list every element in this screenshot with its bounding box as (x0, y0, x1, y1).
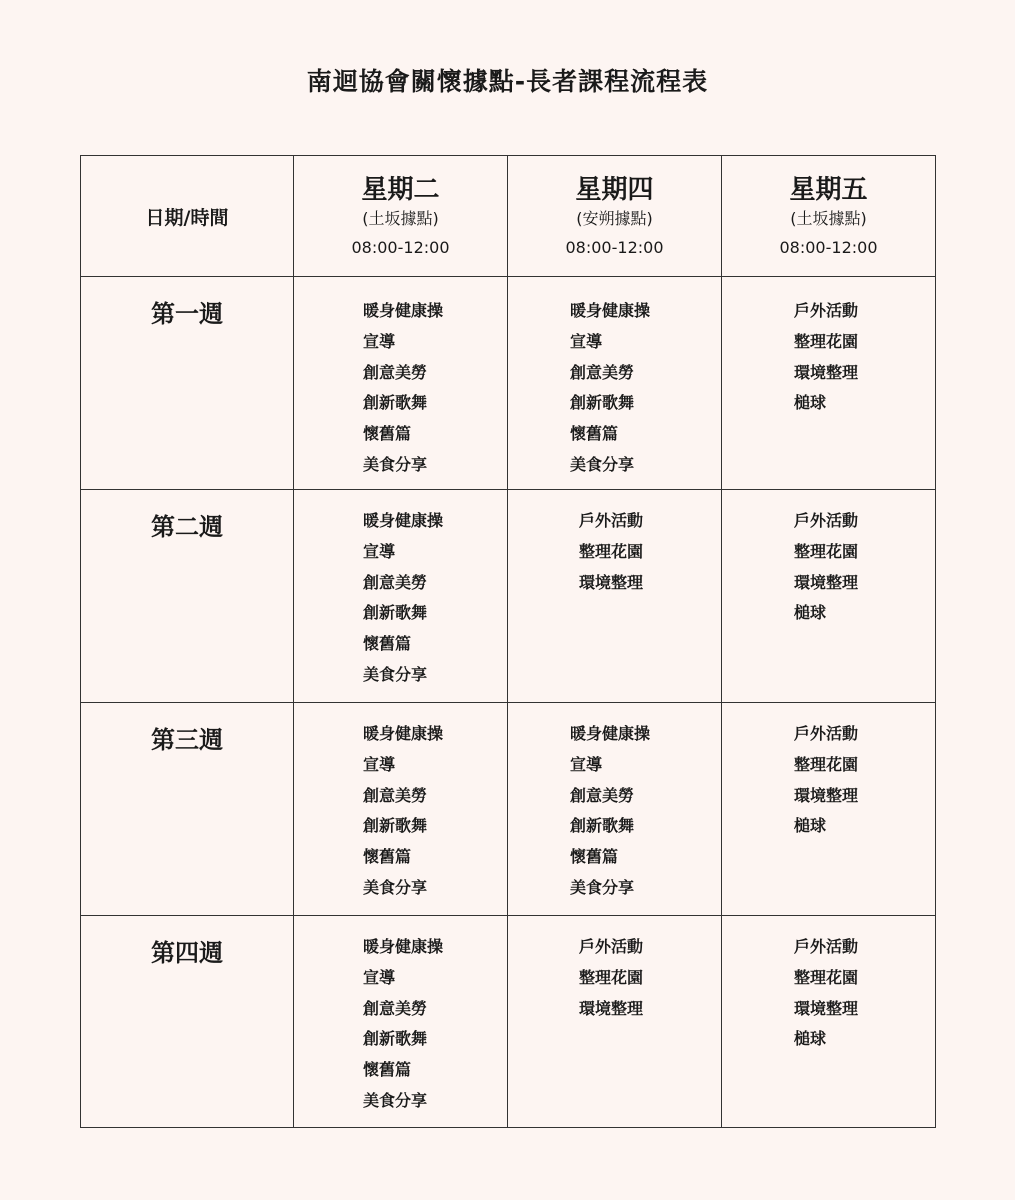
activity-item: 環境整理 (579, 998, 644, 1018)
activity-item: 美食分享 (570, 454, 635, 474)
activity-item: 創新歌舞 (363, 603, 428, 623)
activity-cell-fri (722, 277, 936, 490)
activity-item: 宣導 (363, 967, 396, 987)
activity-cell-thu (508, 277, 722, 490)
activity-item: 懷舊篇 (570, 847, 619, 867)
activity-item: 宣導 (363, 754, 396, 774)
activity-item: 槌球 (794, 603, 827, 623)
day-location: (安朔據點) (576, 209, 653, 228)
activity-item: 整理花園 (794, 541, 859, 561)
activity-item: 暖身健康操 (570, 301, 651, 320)
week-label: 第三週 (151, 726, 223, 754)
activity-item: 懷舊篇 (363, 634, 412, 654)
activity-item: 整理花園 (579, 967, 644, 987)
activity-item: 宣導 (570, 331, 603, 351)
activity-item: 美食分享 (363, 664, 428, 684)
activity-cell-fri (722, 703, 936, 916)
activity-item: 懷舊篇 (363, 847, 412, 867)
activity-item: 美食分享 (363, 1090, 428, 1110)
activity-cell-thu (508, 703, 722, 916)
activity-item: 暖身健康操 (570, 724, 651, 743)
activity-item: 創意美勞 (570, 362, 635, 382)
activity-list (508, 936, 721, 1028)
activity-item: 宣導 (363, 541, 396, 561)
activity-item: 美食分享 (570, 877, 635, 897)
activity-cell-fri (722, 916, 936, 1128)
activity-item: 宣導 (570, 754, 603, 774)
week-row (81, 916, 936, 1128)
activity-item: 戶外活動 (579, 937, 644, 956)
activity-item: 暖身健康操 (363, 937, 444, 956)
day-header-tuesday (294, 156, 508, 277)
activity-item: 環境整理 (579, 572, 644, 592)
activity-item: 暖身健康操 (363, 511, 444, 530)
header-row (81, 156, 936, 277)
activity-item: 創新歌舞 (363, 816, 428, 836)
activity-cell-tue (294, 277, 508, 490)
day-location: (土坂據點) (362, 209, 439, 228)
activity-item: 環境整理 (794, 572, 859, 592)
activity-list (508, 723, 721, 908)
activity-item: 整理花園 (794, 331, 859, 351)
activity-item: 戶外活動 (794, 724, 859, 743)
activity-item: 整理花園 (794, 967, 859, 987)
activity-item: 戶外活動 (794, 937, 859, 956)
activity-item: 創意美勞 (363, 572, 428, 592)
week-label: 第一週 (151, 300, 223, 328)
schedule-table (80, 155, 936, 1128)
activity-cell-tue (294, 703, 508, 916)
activity-item: 創意美勞 (570, 785, 635, 805)
day-location: (土坂據點) (790, 209, 867, 228)
activity-list (294, 723, 507, 908)
week-row (81, 490, 936, 703)
activity-item: 環境整理 (794, 998, 859, 1018)
week-label-cell (81, 916, 294, 1128)
activity-item: 創新歌舞 (363, 393, 428, 413)
activity-item: 暖身健康操 (363, 724, 444, 743)
activity-item: 暖身健康操 (363, 301, 444, 320)
activity-list (722, 300, 935, 423)
activity-list (294, 300, 507, 485)
activity-item: 美食分享 (363, 454, 428, 474)
activity-list (722, 723, 935, 846)
activity-item: 整理花園 (794, 754, 859, 774)
activity-item: 懷舊篇 (570, 424, 619, 444)
day-time: 08:00-12:00 (565, 238, 664, 257)
day-header-thursday (508, 156, 722, 277)
day-header-friday (722, 156, 936, 277)
week-label: 第四週 (151, 939, 223, 967)
week-row (81, 703, 936, 916)
activity-cell-thu (508, 490, 722, 703)
activity-item: 創意美勞 (363, 785, 428, 805)
day-name: 星期五 (789, 175, 868, 205)
activity-list (294, 510, 507, 695)
activity-item: 創新歌舞 (570, 393, 635, 413)
week-label-cell (81, 703, 294, 916)
activity-item: 戶外活動 (794, 301, 859, 320)
page-title: 南迴協會關懷據點-長者課程流程表 (306, 67, 709, 96)
activity-item: 宣導 (363, 331, 396, 351)
activity-cell-fri (722, 490, 936, 703)
activity-item: 槌球 (794, 393, 827, 413)
week-label: 第二週 (151, 513, 223, 541)
activity-item: 懷舊篇 (363, 424, 412, 444)
day-time: 08:00-12:00 (779, 238, 878, 257)
activity-item: 戶外活動 (794, 511, 859, 530)
day-name: 星期四 (575, 175, 654, 205)
activity-item: 環境整理 (794, 362, 859, 382)
week-label-cell (81, 277, 294, 490)
activity-item: 環境整理 (794, 785, 859, 805)
activity-cell-tue (294, 916, 508, 1128)
activity-item: 創意美勞 (363, 998, 428, 1018)
activity-item: 創新歌舞 (570, 816, 635, 836)
day-name: 星期二 (361, 175, 440, 205)
activity-cell-tue (294, 490, 508, 703)
activity-list (722, 510, 935, 633)
week-row (81, 277, 936, 490)
activity-list (508, 510, 721, 602)
activity-item: 整理花園 (579, 541, 644, 561)
activity-list (508, 300, 721, 485)
activity-item: 戶外活動 (579, 511, 644, 530)
activity-item: 槌球 (794, 1029, 827, 1049)
day-time: 08:00-12:00 (351, 238, 450, 257)
activity-item: 創新歌舞 (363, 1029, 428, 1049)
activity-item: 美食分享 (363, 877, 428, 897)
activity-list (294, 936, 507, 1121)
corner-header: 日期/時間 (81, 156, 294, 277)
activity-list (722, 936, 935, 1059)
activity-item: 創意美勞 (363, 362, 428, 382)
activity-item: 懷舊篇 (363, 1060, 412, 1080)
activity-cell-thu (508, 916, 722, 1128)
week-label-cell (81, 490, 294, 703)
activity-item: 槌球 (794, 816, 827, 836)
